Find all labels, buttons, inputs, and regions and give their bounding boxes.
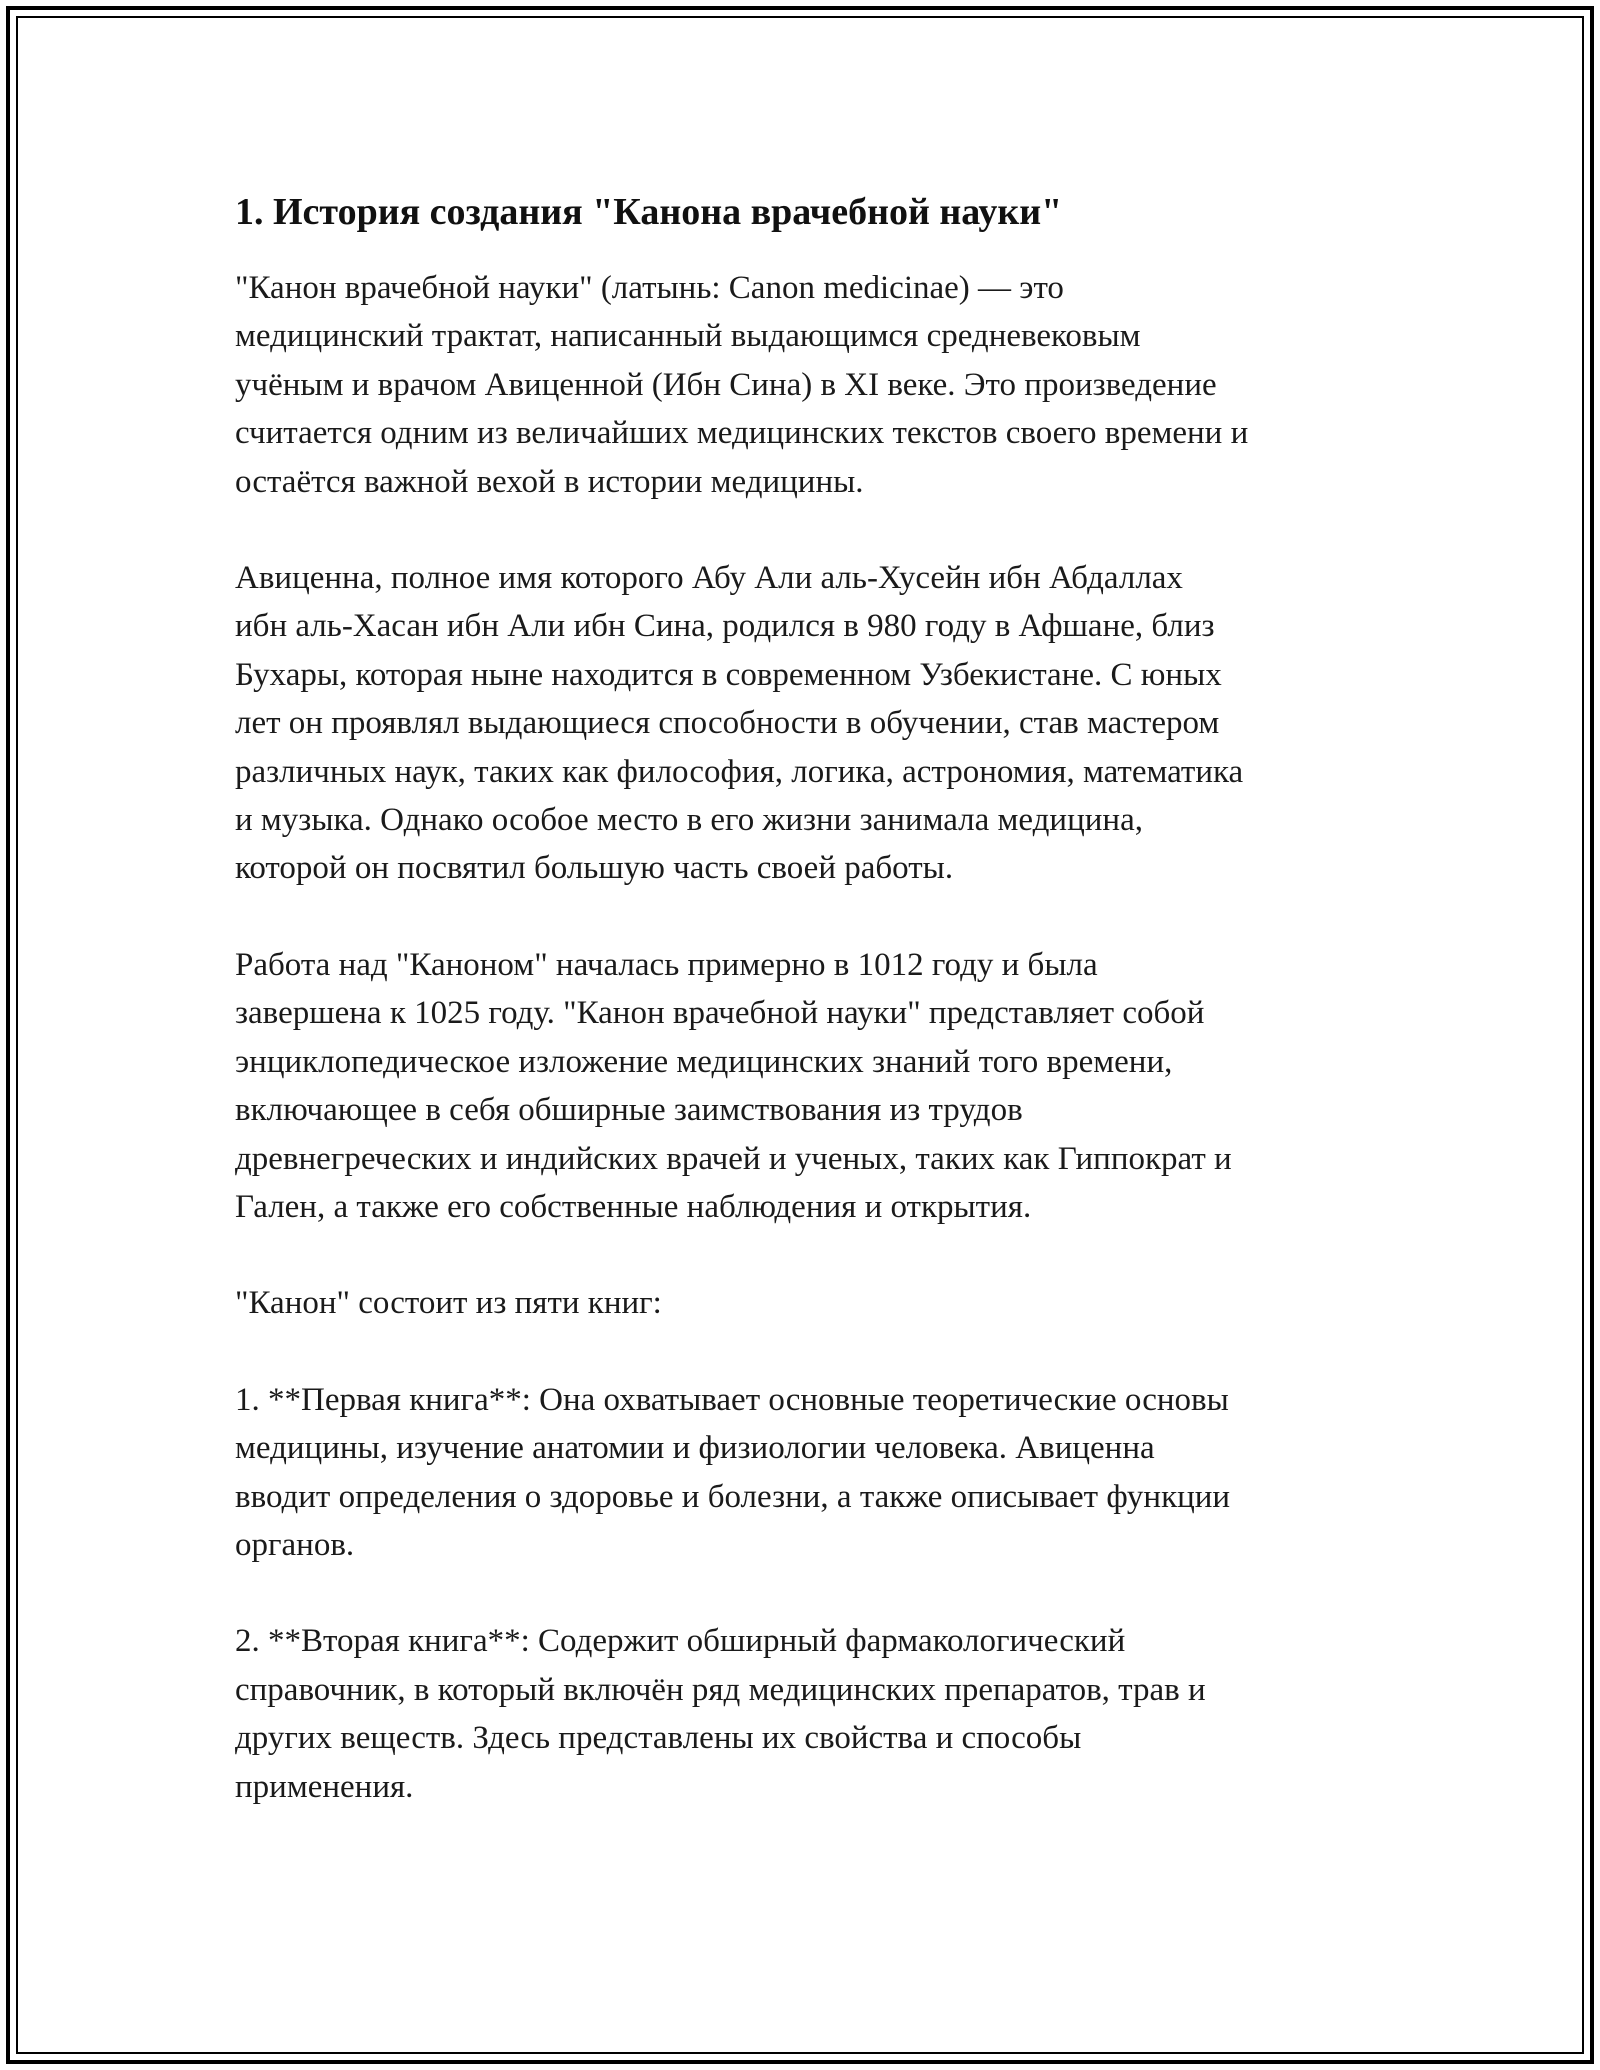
paragraph-work-history: Работа над "Каноном" началась примерно в 1012 году и была завершена к 1025 году. "Канон врачебной науки" представляет собой энциклопедическое изложение медицинских знаний того времени, включающее в себя обширные заимствования из трудов древнегреческих и индийских врачей и ученых, таких как Гиппократ и Гален, а также его собственные наблюдения и открытия. (235, 946, 1232, 1225)
paragraph-intro: "Канон врачебной науки" (латынь: Canon medicinae) — это медицинский трактат, написанный выдающимся средневековым учёным и врачом Авиценной (Ибн Сина) в XI веке. Это произведение считается одним из величайших медицинских текстов своего времени и остаётся важной вехой в истории медицины. (235, 270, 1249, 500)
list-item-book-2: 2. **Вторая книга**: Содержит обширный фармакологический справочник, в который включён ряд медицинских препаратов, трав и других веществ. Здесь представлены их свойства и способы применения. (235, 1623, 1206, 1805)
list-item-book-1: 1. **Первая книга**: Она охватывает основные теоретические основы медицины, изучение анатомии и физиологии человека. Авиценна вводит определения о здоровье и болезни, а также описывает функции органов. (235, 1381, 1231, 1563)
paragraph-books-intro: "Канон" состоит из пяти книг: (235, 1285, 662, 1322)
document-body (235, 186, 1375, 1859)
paragraph-biography: Авиценна, полное имя которого Абу Али аль-Хусейн ибн Абдаллах ибн аль-Хасан ибн Али ибн Сина, родился в 980 году в Афшане, близ Бухары, которая ныне находится в современном Узбекистане. С юных лет он проявлял выдающиеся способности в обучении, став мастером различных наук, таких как философия, логика, астрономия, математика и музыка. Однако особое место в его жизни занимала медицина, которой он посвятил большую часть своей работы. (235, 560, 1244, 887)
section-heading: 1. История создания "Канона врачебной науки" (235, 191, 1063, 233)
